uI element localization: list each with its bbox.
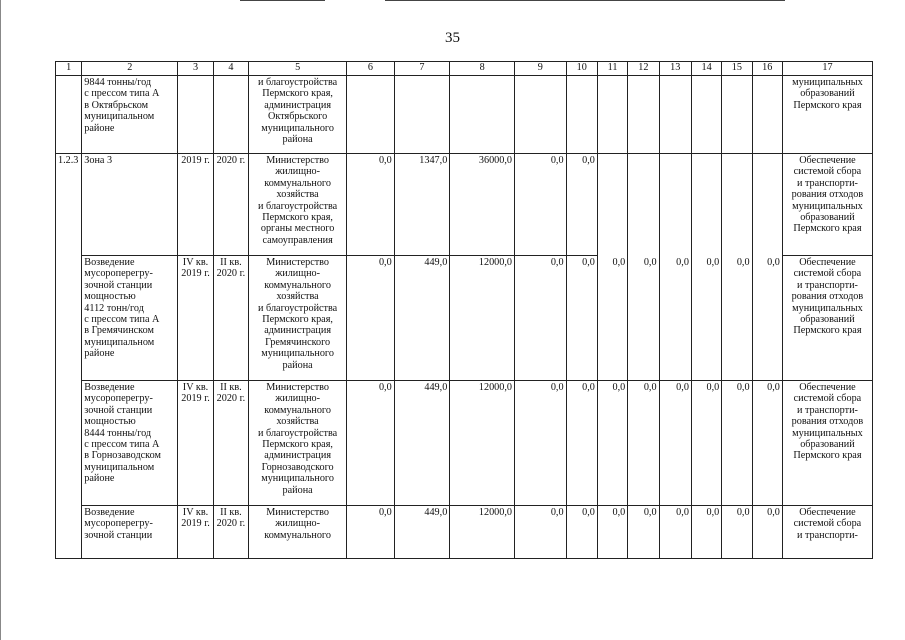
expected-result-cell	[782, 506, 872, 559]
item-number-cell	[56, 506, 82, 559]
column-number: 14	[691, 62, 721, 76]
cell-text-line: с прессом типа А	[84, 88, 160, 100]
value-cell: 0,0	[628, 381, 659, 506]
top-rule-right	[385, 0, 785, 1]
cell-text-line: хозяйства	[276, 416, 319, 428]
column-number: 9	[514, 62, 566, 76]
value-cell	[691, 76, 721, 154]
value-cell	[347, 76, 395, 154]
cell-text-line: муниципальном	[84, 336, 155, 348]
responsible-executor-cell	[249, 506, 347, 559]
cell-text-line: в Октябрьском	[84, 99, 149, 111]
table-row	[56, 154, 873, 256]
value-cell	[659, 154, 691, 256]
value-cell: 0,0	[628, 256, 659, 381]
cell-text-line: зочной станции	[84, 404, 153, 416]
cell-text-line: районе	[84, 122, 115, 134]
end-date-cell	[213, 256, 248, 381]
cell-text-line: Гремячинского	[265, 336, 331, 348]
value-cell	[752, 154, 782, 256]
cell-text-line: Министерство	[266, 507, 330, 518]
column-number: 10	[566, 62, 597, 76]
cell-text-line: и благоустройства	[258, 200, 338, 212]
cell-text-line: и транспорти-	[796, 279, 858, 291]
value-cell: 0,0	[514, 256, 566, 381]
cell-text-line: 2020 г.	[216, 155, 246, 166]
page-edge	[0, 0, 1, 640]
value-cell: 0,0	[597, 256, 627, 381]
cell-text-line: Министерство	[266, 155, 330, 166]
cell-text-line: мусороперегру-	[84, 268, 153, 280]
cell-text-line: 8444 тонны/год	[84, 427, 152, 439]
cell-text-line: хозяйства	[276, 189, 319, 201]
value-cell: 449,0	[394, 256, 450, 381]
cell-text-line: Горнозаводского	[261, 461, 334, 473]
cell-text-line: жилищно-	[275, 518, 321, 530]
cell-text-line: рования отходов	[791, 189, 864, 201]
cell-text-line: муниципального	[261, 473, 334, 485]
cell-text-line: и благоустройства	[258, 302, 338, 314]
cell-text-line: в Гремячинском	[84, 325, 154, 337]
item-number-cell	[56, 381, 82, 506]
cell-text-line: жилищно-	[275, 393, 321, 405]
cell-text-line: Пермского края	[793, 450, 862, 462]
cell-text-line: администрация	[264, 325, 332, 337]
column-number: 16	[752, 62, 782, 76]
cell-text-line: и транспорти-	[796, 404, 858, 416]
cell-text-line: IV кв.	[182, 382, 209, 393]
activity-name-cell	[82, 506, 178, 559]
cell-text-line: хозяйства	[276, 291, 319, 303]
value-cell	[722, 154, 752, 256]
cell-text-line: Зона 3	[84, 155, 113, 166]
table-row	[56, 76, 873, 154]
value-cell: 0,0	[566, 256, 597, 381]
column-number: 17	[782, 62, 872, 76]
cell-text-line: муниципального	[261, 348, 334, 360]
value-cell	[691, 154, 721, 256]
cell-text-line: и благоустройства	[258, 77, 338, 88]
cell-text-line: коммунального	[264, 177, 331, 189]
cell-text-line: муниципальном	[84, 111, 155, 123]
cell-text-line: администрация	[264, 99, 332, 111]
value-cell: 12000,0	[450, 256, 515, 381]
value-cell	[659, 76, 691, 154]
cell-text-line: и транспорти-	[796, 529, 858, 541]
cell-text-line: рования отходов	[791, 416, 864, 428]
cell-text-line: Возведение	[84, 507, 135, 518]
start-date-cell	[178, 506, 213, 559]
value-cell: 36000,0	[450, 154, 515, 256]
cell-text-line: IV кв.	[182, 507, 209, 518]
cell-text-line: мощностью	[84, 416, 136, 428]
column-number: 4	[213, 62, 248, 76]
value-cell: 0,0	[597, 506, 627, 559]
value-cell: 0,0	[691, 381, 721, 506]
cell-text-line: мощностью	[84, 291, 136, 303]
cell-text-line: 2019 г.	[181, 268, 210, 280]
cell-text-line: образований	[800, 314, 855, 326]
cell-text-line: района	[282, 134, 313, 146]
value-cell	[394, 76, 450, 154]
value-cell: 0,0	[752, 256, 782, 381]
cell-text-line: Министерство	[266, 257, 330, 268]
cell-text-line: коммунального	[264, 279, 331, 291]
value-cell: 449,0	[394, 506, 450, 559]
expected-result-cell	[782, 154, 872, 256]
cell-text-line: образований	[800, 439, 855, 451]
value-cell: 0,0	[659, 256, 691, 381]
column-number: 2	[82, 62, 178, 76]
cell-text-line: администрация	[264, 450, 332, 462]
value-cell: 0,0	[597, 381, 627, 506]
value-cell	[566, 76, 597, 154]
cell-text-line: и благоустройства	[258, 427, 338, 439]
responsible-executor-cell	[249, 256, 347, 381]
responsible-executor-cell	[249, 76, 347, 154]
cell-text-line: муниципальном	[84, 461, 155, 473]
cell-text-line: жилищно-	[275, 268, 321, 280]
start-date-cell	[178, 76, 213, 154]
table-row	[56, 506, 873, 559]
value-cell: 0,0	[722, 506, 752, 559]
value-cell	[628, 76, 659, 154]
activity-name-cell	[82, 76, 178, 154]
cell-text-line: районе	[84, 348, 115, 360]
cell-text-line: Пермского края	[793, 99, 862, 111]
value-cell: 1347,0	[394, 154, 450, 256]
cell-text-line: 2020 г.	[216, 393, 246, 405]
expected-result-cell	[782, 381, 872, 506]
cell-text-line: Министерство	[266, 382, 330, 393]
value-cell: 0,0	[752, 381, 782, 506]
column-number: 8	[450, 62, 515, 76]
table-row	[56, 381, 873, 506]
value-cell: 449,0	[394, 381, 450, 506]
cell-text-line: самоуправления	[262, 234, 333, 246]
value-cell: 0,0	[691, 506, 721, 559]
start-date-cell	[178, 256, 213, 381]
value-cell: 0,0	[514, 381, 566, 506]
cell-text-line: системой сбора	[793, 518, 862, 530]
cell-text-line: Возведение	[84, 382, 135, 393]
value-cell	[628, 154, 659, 256]
page-number: 35	[445, 30, 460, 46]
cell-text-line: системой сбора	[793, 268, 862, 280]
value-cell: 0,0	[659, 506, 691, 559]
value-cell: 0,0	[347, 154, 395, 256]
cell-text-line: 4112 тонн/год	[84, 302, 144, 314]
cell-text-line: Обеспечение	[799, 507, 856, 518]
end-date-cell	[213, 76, 248, 154]
cell-text-line: Обеспечение	[799, 382, 856, 393]
value-cell: 0,0	[347, 256, 395, 381]
cell-text-line: II кв.	[220, 382, 242, 393]
end-date-cell	[213, 381, 248, 506]
cell-text-line: системой сбора	[793, 393, 862, 405]
cell-text-line: с прессом типа А	[84, 439, 160, 451]
value-cell	[597, 154, 627, 256]
cell-text-line: и транспорти-	[796, 177, 858, 189]
cell-text-line: 2020 г.	[216, 268, 246, 280]
cell-text-line: Пермского края,	[262, 212, 333, 224]
value-cell: 0,0	[722, 256, 752, 381]
value-cell: 0,0	[659, 381, 691, 506]
cell-text-line: Пермского края,	[262, 314, 333, 326]
start-date-cell	[178, 154, 213, 256]
column-number: 7	[394, 62, 450, 76]
value-cell: 0,0	[347, 381, 395, 506]
column-number: 13	[659, 62, 691, 76]
value-cell: 0,0	[752, 506, 782, 559]
column-number: 6	[347, 62, 395, 76]
column-number: 15	[722, 62, 752, 76]
cell-text-line: Пермского края,	[262, 88, 333, 100]
cell-text-line: 2019 г.	[181, 518, 210, 530]
value-cell: 0,0	[628, 506, 659, 559]
column-number: 1	[56, 62, 82, 76]
cell-text-line: зочной станции	[84, 529, 153, 541]
activity-name-cell	[82, 381, 178, 506]
value-cell	[450, 76, 515, 154]
cell-text-line: мусороперегру-	[84, 393, 153, 405]
activity-name-cell	[82, 154, 178, 256]
cell-text-line: образований	[800, 212, 855, 224]
responsible-executor-cell	[249, 154, 347, 256]
cell-text-line: муниципальных	[792, 302, 863, 314]
end-date-cell	[213, 154, 248, 256]
item-number-cell	[56, 76, 82, 154]
table-row	[56, 256, 873, 381]
cell-text-line: жилищно-	[275, 166, 321, 178]
cell-text-line: Октябрьского	[268, 111, 328, 123]
item-number-cell	[56, 256, 82, 381]
responsible-executor-cell	[249, 381, 347, 506]
cell-text-line: II кв.	[220, 507, 242, 518]
cell-text-line: 2019 г.	[181, 155, 210, 166]
cell-text-line: 9844 тонны/год	[84, 77, 152, 88]
item-number-cell: 1.2.3	[56, 154, 82, 256]
value-cell: 12000,0	[450, 506, 515, 559]
cell-text-line: IV кв.	[182, 257, 209, 268]
cell-text-line: Обеспечение	[799, 155, 856, 166]
cell-text-line: 2020 г.	[216, 518, 246, 530]
value-cell: 0,0	[566, 154, 597, 256]
value-cell: 0,0	[566, 381, 597, 506]
value-cell: 0,0	[722, 381, 752, 506]
cell-text-line: в Горнозаводском	[84, 450, 161, 462]
value-cell	[514, 76, 566, 154]
cell-text-line: Пермского края	[793, 325, 862, 337]
cell-text-line: мусороперегру-	[84, 518, 153, 530]
expected-result-cell	[782, 76, 872, 154]
cell-text-line: Пермского края,	[262, 439, 333, 451]
value-cell: 0,0	[566, 506, 597, 559]
value-cell: 0,0	[691, 256, 721, 381]
cell-text-line: муниципальных	[792, 427, 863, 439]
activity-name-cell	[82, 256, 178, 381]
cell-text-line: органы местного	[260, 223, 335, 235]
cell-text-line: II кв.	[220, 257, 242, 268]
value-cell: 0,0	[514, 154, 566, 256]
cell-text-line: зочной станции	[84, 279, 153, 291]
column-number: 12	[628, 62, 659, 76]
column-number: 5	[249, 62, 347, 76]
value-cell	[597, 76, 627, 154]
cell-text-line: коммунального	[264, 529, 331, 541]
end-date-cell	[213, 506, 248, 559]
start-date-cell	[178, 381, 213, 506]
value-cell	[752, 76, 782, 154]
column-number: 11	[597, 62, 627, 76]
cell-text-line: районе	[84, 473, 115, 485]
value-cell: 12000,0	[450, 381, 515, 506]
value-cell: 0,0	[347, 506, 395, 559]
cell-text-line: района	[282, 359, 313, 371]
value-cell	[722, 76, 752, 154]
value-cell: 0,0	[514, 506, 566, 559]
cell-text-line: коммунального	[264, 404, 331, 416]
program-table	[55, 61, 873, 559]
cell-text-line: с прессом типа А	[84, 314, 160, 326]
cell-text-line: 2019 г.	[181, 393, 210, 405]
column-number-row	[56, 62, 873, 76]
cell-text-line: муниципальных	[792, 200, 863, 212]
expected-result-cell	[782, 256, 872, 381]
cell-text-line: муниципального	[261, 122, 334, 134]
cell-text-line: Обеспечение	[799, 257, 856, 268]
cell-text-line: района	[282, 484, 313, 496]
cell-text-line: Возведение	[84, 257, 135, 268]
cell-text-line: муниципальных	[792, 77, 863, 88]
cell-text-line: образований	[800, 88, 855, 100]
cell-text-line: рования отходов	[791, 291, 864, 303]
column-number: 3	[178, 62, 213, 76]
top-rule-left	[240, 0, 325, 1]
cell-text-line: Пермского края	[793, 223, 862, 235]
cell-text-line: системой сбора	[793, 166, 862, 178]
